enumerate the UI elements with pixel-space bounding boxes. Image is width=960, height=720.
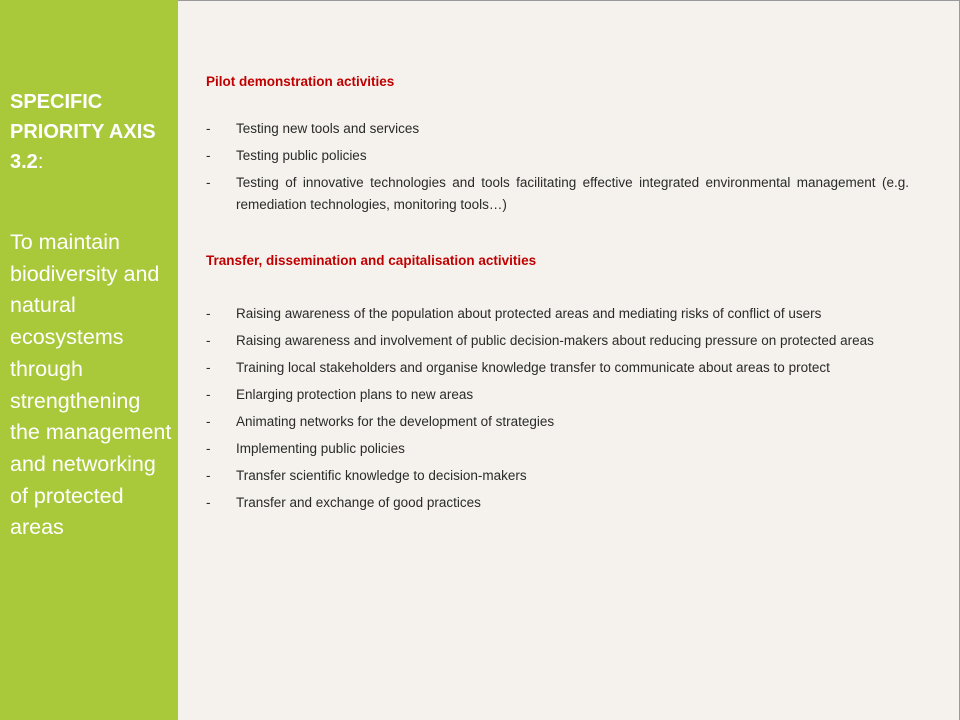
list-item-text: Transfer and exchange of good practices xyxy=(236,495,481,510)
list-item xyxy=(206,384,909,406)
bullet-dash: - xyxy=(206,121,211,136)
list-item-text: Testing new tools and services xyxy=(236,121,420,136)
list-item-text: Transfer scientific knowledge to decision-makers xyxy=(236,468,527,483)
list-item-text: Raising awareness of the population about protected areas and mediating risks of conflict of users xyxy=(236,306,822,321)
bullet-dash: - xyxy=(206,306,211,321)
axis-title-colon: : xyxy=(37,151,44,173)
list-item xyxy=(206,303,909,325)
priority-axis-sidebar xyxy=(0,0,178,720)
list-item-text: Training local stakeholders and organise knowledge transfer to communicate about areas to protect xyxy=(236,360,830,375)
bullet-dash: - xyxy=(206,414,211,429)
bullet-dash: - xyxy=(206,441,211,456)
activities-panel xyxy=(178,0,960,720)
list-item xyxy=(206,145,909,167)
list-item-text: Testing of innovative technologies and tools facilitating effective integrated environmental management (e.g. remediation technologies, monitoring tools…) xyxy=(236,175,909,212)
list-item xyxy=(206,357,909,379)
axis-title xyxy=(10,87,170,177)
section-heading-transfer: Transfer, dissemination and capitalisation activities xyxy=(206,253,537,268)
pilot-activities-list xyxy=(206,118,909,221)
bullet-dash: - xyxy=(206,387,211,402)
list-item xyxy=(206,330,909,352)
bullet-dash: - xyxy=(206,360,211,375)
list-item xyxy=(206,465,909,487)
list-item xyxy=(206,411,909,433)
axis-title-text: SPECIFIC PRIORITY AXIS 3.2 xyxy=(10,91,156,173)
list-item xyxy=(206,172,909,216)
bullet-dash: - xyxy=(206,148,211,163)
bullet-dash: - xyxy=(206,495,211,510)
axis-description: To maintain biodiversity and natural ecosystems through strengthening the management and networking of protected areas xyxy=(10,230,172,540)
list-item xyxy=(206,492,909,514)
list-item-text: Raising awareness and involvement of public decision-makers about reducing pressure on protected areas xyxy=(236,333,874,348)
list-item-text: Implementing public policies xyxy=(236,441,405,456)
list-item-text: Animating networks for the development of strategies xyxy=(236,414,555,429)
list-item xyxy=(206,118,909,140)
bullet-dash: - xyxy=(206,333,211,348)
transfer-activities-list xyxy=(206,303,909,519)
bullet-dash: - xyxy=(206,468,211,483)
section-heading-pilot: Pilot demonstration activities xyxy=(206,74,395,89)
bullet-dash: - xyxy=(206,175,211,190)
list-item-text: Testing public policies xyxy=(236,148,367,163)
list-item xyxy=(206,438,909,460)
list-item-text: Enlarging protection plans to new areas xyxy=(236,387,474,402)
